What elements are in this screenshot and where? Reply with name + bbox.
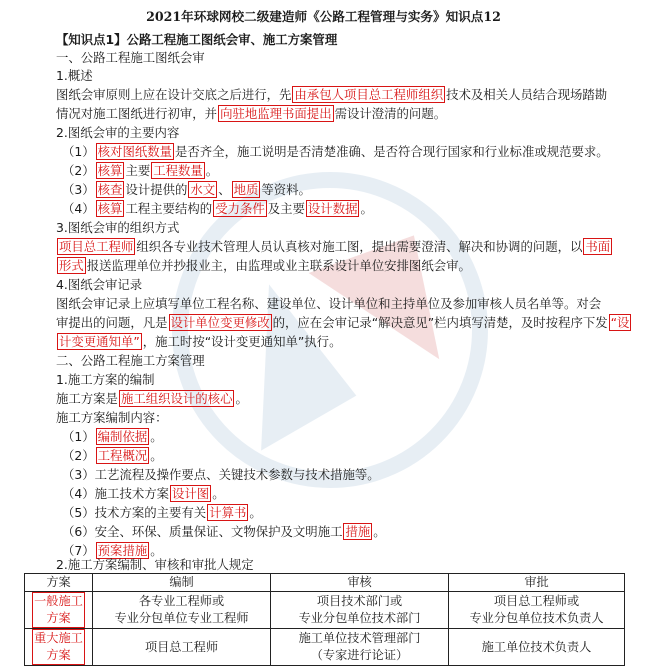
highlight-mark: 工程数量 (153, 163, 203, 178)
table-header-row (25, 574, 625, 592)
paragraph-line: 形式 报送监理单位并抄报业主，由监理或业主联系设计单位安排图纸会审。 (59, 258, 471, 273)
subsection-heading: 3.图纸会审的组织方式 (56, 220, 180, 235)
list-item: （2） 工程概况 。 (62, 448, 163, 463)
highlight-mark: 受力条件 (215, 201, 265, 216)
highlight-mark: 项目总工程师 (59, 239, 134, 254)
list-item: （5）技术方案的主要有关 计算书 。 (62, 505, 262, 520)
list-item: （7） 预案措施 。 (62, 543, 163, 558)
list-item: （4） 核算 工程主要结构的 受力条件 及主要 设计数据 。 (62, 201, 373, 216)
highlight-mark: 措施 (345, 524, 371, 539)
highlight-mark: 由承包人项目总工程师组织 (294, 87, 444, 102)
paragraph-line: 图纸会审记录上应填写单位工程名称、建设单位、设计单位和主持单位及参加审核人员名单等。对会 (56, 296, 602, 311)
paragraph-line: 计变更通知单” ，施工时按“设计变更通知单”执行。 (59, 334, 342, 349)
highlight-mark: 地质 (233, 182, 259, 197)
highlight-mark: 核对图纸数量 (97, 144, 173, 159)
list-item: （4）施工技术方案 设计图 。 (62, 486, 225, 501)
list-item: （6）安全、环保、质量保证、文物保护及文明施工 措施 。 (62, 524, 386, 539)
approver-cell: 施工单位技术负责人 (449, 629, 625, 666)
preparer-cell: 项目总工程师 (93, 629, 271, 666)
subsection-heading: 2.图纸会审的主要内容 (56, 125, 180, 140)
highlight-mark: 计算书 (209, 505, 247, 520)
section-1-heading: 一、公路工程施工图纸会审 (56, 50, 205, 65)
highlight-mark: 设计图 (172, 486, 210, 501)
table-row (25, 629, 625, 666)
highlight-mark: 施工组织设计的核心 (120, 391, 233, 406)
reviewer-cell: 施工单位技术管理部门 （专家进行论证） (271, 629, 449, 666)
list-item: （1） 编制依据 。 (62, 429, 163, 444)
subsection-heading: 1.施工方案的编制 (56, 372, 155, 387)
highlight-mark: 工程概况 (97, 448, 148, 463)
column-header: 方案 (25, 574, 93, 592)
highlight-mark: 核算 (97, 163, 123, 178)
highlight-mark: “设 (610, 315, 630, 330)
section-2-heading: 二、公路工程施工方案管理 (56, 353, 205, 368)
column-header: 审核 (271, 574, 449, 592)
scheme-cell (25, 592, 93, 629)
highlight-mark: 计变更通知单” (59, 334, 140, 349)
highlight-mark: 重大施工 方案 (32, 629, 85, 665)
list-item: （1） 核对图纸数量 是否齐全，施工说明是否清楚准确、是否符合现行国家和行业标准或规范要求。 (62, 144, 609, 159)
highlight-mark: 核查 (97, 182, 123, 197)
paragraph-line: 审提出的问题，凡是 设计单位变更修改 的，应在会审记录“解决意见”栏内填写清楚，及时按程序下发 “设 (56, 315, 630, 330)
list-item: （3） 核查 设计提供的 水文 、 地质 等资料。 (62, 182, 311, 197)
preparer-cell: 各专业工程师或 专业分包单位专业工程师 (93, 592, 271, 629)
subsection-heading: 2.施工方案编制、审核和审批人规定 (56, 557, 254, 572)
paragraph-line: 施工方案编制内容： (56, 410, 168, 425)
paragraph-line: 图纸会审原则上应在设计交底之后进行，先 由承包人项目总工程师组织 技术及相关人员结合现场踏勘 (56, 87, 608, 102)
paragraph-line: 项目总工程师 组织各专业技术管理人员认真核对施工图，提出需要澄清、解决和协调的问题，以 书面 (59, 239, 611, 254)
highlight-mark: 形式 (59, 258, 84, 273)
subsection-heading: 1.概述 (56, 68, 93, 83)
highlight-mark: 书面 (585, 239, 611, 254)
list-item: （3）工艺流程及操作要点、关键技术参数与技术措施等。 (62, 467, 380, 482)
highlight-mark: 核算 (97, 201, 123, 216)
highlight-mark: 设计单位变更修改 (170, 315, 270, 330)
column-header: 审批 (449, 574, 625, 592)
highlight-mark: 向驻地监理书面提出 (220, 106, 332, 121)
highlight-mark: 水文 (190, 182, 216, 197)
approver-cell: 项目总工程师或 专业分包单位技术负责人 (449, 592, 625, 629)
knowledge-point-heading: 【知识点1】公路工程施工图纸会审、施工方案管理 (56, 32, 338, 47)
paragraph-line: 施工方案是 施工组织设计的核心 。 (56, 391, 248, 406)
approval-table (24, 573, 625, 666)
scheme-cell (25, 629, 93, 666)
table-row (25, 592, 625, 629)
reviewer-cell: 项目技术部门或 专业分包单位技术部门 (271, 592, 449, 629)
highlight-mark: 设计数据 (307, 201, 358, 216)
list-item: （2） 核算 主要 工程数量 。 (62, 163, 219, 178)
highlight-mark: 一般施工 方案 (32, 592, 85, 628)
subsection-heading: 4.图纸会审记录 (56, 277, 143, 292)
paragraph-line: 情况对施工图纸进行初审，并 向驻地监理书面提出 需设计澄清的问题。 (56, 106, 447, 121)
highlight-mark: 编制依据 (97, 429, 148, 444)
column-header: 编制 (93, 574, 271, 592)
highlight-mark: 预案措施 (97, 543, 148, 558)
document-title: 2021年环球网校二级建造师《公路工程管理与实务》知识点12 (146, 9, 501, 24)
